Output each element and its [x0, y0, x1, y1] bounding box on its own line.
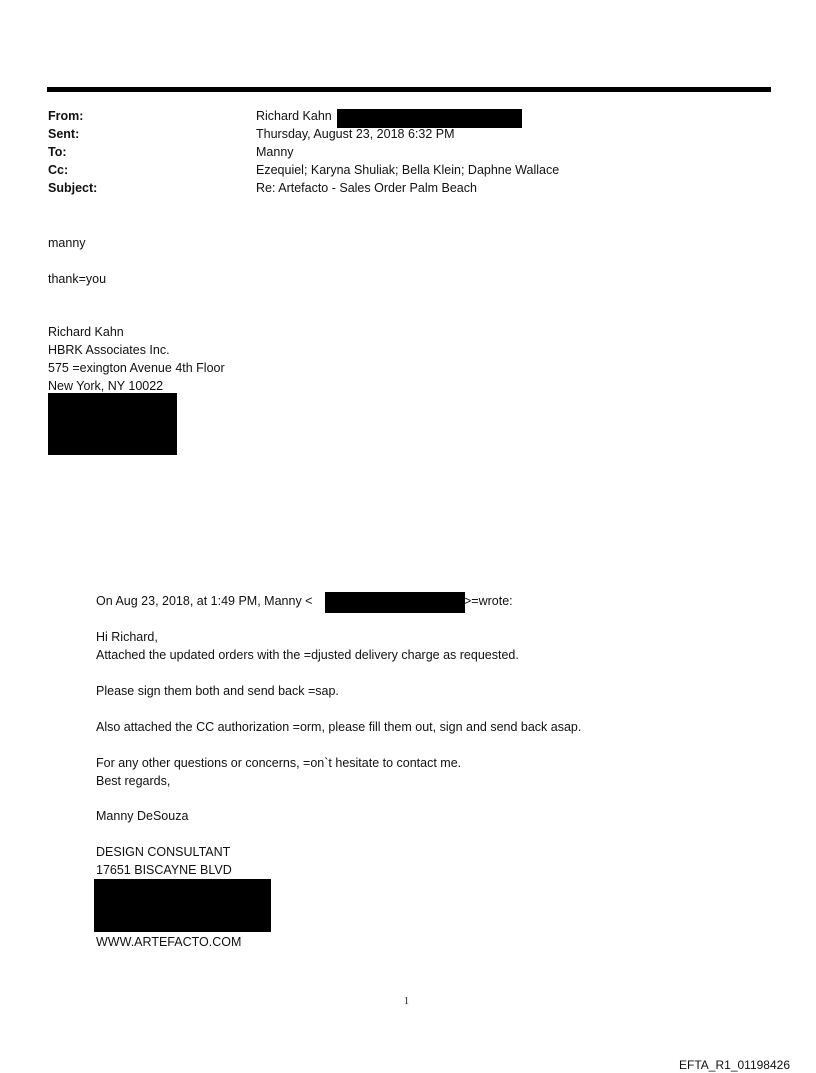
to-value: Manny — [256, 145, 294, 159]
from-label: From: — [48, 109, 84, 123]
signature-name: Richard Kahn — [48, 325, 124, 339]
thanks-line: thank=you — [48, 272, 107, 286]
page-number: 1 — [404, 996, 409, 1007]
signature-address: 575 =exington Avenue 4th Floor — [48, 361, 225, 375]
quote-line: Attached the updated orders with the =djusted delivery charge as requested. — [96, 648, 519, 662]
to-label: To: — [48, 145, 67, 159]
quote-line: Hi Richard, — [96, 630, 158, 644]
quote-sender-name: Manny DeSouza — [96, 809, 189, 823]
quote-line: Best regards, — [96, 774, 171, 788]
bates-number: EFTA_R1_01198426 — [679, 1058, 790, 1072]
redaction-from-email — [337, 109, 522, 128]
cc-label: Cc: — [48, 163, 69, 177]
sent-label: Sent: — [48, 127, 80, 141]
subject-value: Re: Artefacto - Sales Order Palm Beach — [256, 181, 477, 195]
greeting: manny — [48, 236, 86, 250]
redaction-signature-contact — [48, 393, 177, 455]
from-value: Richard Kahn — [256, 109, 332, 123]
subject-label: Subject: — [48, 181, 98, 195]
signature-city: New York, NY 10022 — [48, 379, 164, 393]
quote-line: Please sign them both and send back =sap. — [96, 684, 339, 698]
quote-sender-title: DESIGN CONSULTANT — [96, 845, 231, 859]
redaction-quote-email — [325, 592, 465, 613]
quote-sender-address: 17651 BISCAYNE BLVD — [96, 863, 232, 877]
quote-line: For any other questions or concerns, =on`t hesitate to contact me. — [96, 756, 462, 770]
quote-website: WWW.ARTEFACTO.COM — [96, 935, 242, 949]
quote-line: Also attached the CC authorization =orm, please fill them out, sign and send back asap. — [96, 720, 582, 734]
quote-intro-prefix: On Aug 23, 2018, at 1:49 PM, Manny < — [96, 594, 313, 608]
header-rule — [47, 87, 771, 92]
redaction-quote-contact — [94, 879, 271, 932]
sent-value: Thursday, August 23, 2018 6:32 PM — [256, 127, 455, 141]
cc-value: Ezequiel; Karyna Shuliak; Bella Klein; Daphne Wallace — [256, 163, 560, 177]
signature-company: HBRK Associates Inc. — [48, 343, 170, 357]
quote-intro-suffix: >=wrote: — [464, 594, 513, 608]
